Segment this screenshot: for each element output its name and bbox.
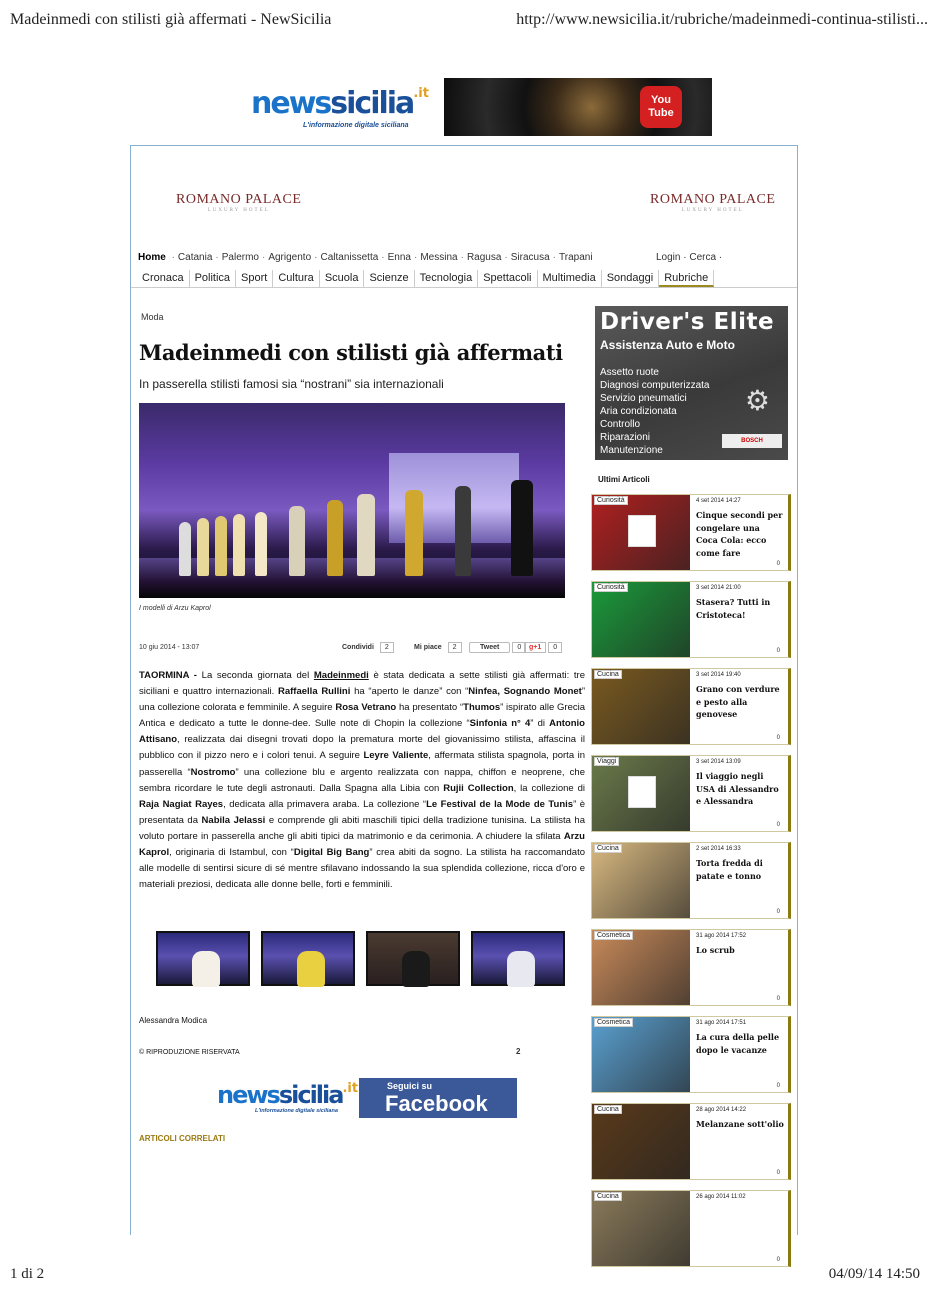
latest-article-card[interactable] <box>591 1016 791 1093</box>
pagination-next[interactable]: 2 <box>516 1047 521 1056</box>
latest-article-card[interactable] <box>591 668 791 745</box>
body-text-run: , la collezione di <box>513 782 585 794</box>
latest-article-card[interactable] <box>591 494 791 571</box>
like-button[interactable]: Mi piace 2 <box>414 640 462 654</box>
body-text-run: ” crea abiti da sogno. La stilista ha raccomandato alle modelle di sentirsi sicure di sé mentre sfilavano indossando la sua splendida collezione, ricca d'oro e materiali preziosi, dedicata alle donne belle, forti e femminili. <box>139 847 585 891</box>
nav-separator: · <box>261 252 266 263</box>
article-category-badge[interactable]: Viaggi <box>594 757 619 766</box>
ad-service-item: Aria condizionata <box>600 406 677 417</box>
tab-sport[interactable]: Sport <box>236 270 273 287</box>
body-text-run: , dedicata alla primavera araba. La collezione “ <box>223 798 427 810</box>
body-emphasis: Ninfea, Sognando Monet <box>468 686 582 698</box>
romano-palace-ad-right[interactable]: ROMANO PALACE LUXURY HOTEL <box>650 192 776 213</box>
gallery-thumb-2[interactable] <box>261 931 355 986</box>
gplus-button[interactable]: g+1 0 <box>524 640 562 654</box>
nav-separator: · <box>504 252 508 263</box>
comment-count: 0 <box>776 822 780 828</box>
article-date: 3 set 2014 19:40 <box>696 672 741 678</box>
article-category-badge[interactable]: Cucina <box>594 670 622 679</box>
article-title-link[interactable]: La cura della pelle dopo le vacanze <box>696 1032 780 1055</box>
article-thumbnail <box>592 756 690 831</box>
article-subtitle: In passerella stilisti famosi sia “nostrani” sia internazionali <box>139 377 444 391</box>
body-emphasis: Nostromo <box>190 766 236 778</box>
nav-separator: · <box>381 252 385 263</box>
article-title-link[interactable]: Grano con verdure e pesto alla genovese <box>696 684 780 719</box>
article-category-badge[interactable]: Cosmetica <box>594 1018 633 1027</box>
comment-count: 0 <box>776 1257 780 1263</box>
article-category-badge[interactable]: Cucina <box>594 844 622 853</box>
comment-count: 0 <box>776 561 780 567</box>
body-text-run: , originaria di Istambul, con “ <box>169 847 294 859</box>
gallery-thumb-1[interactable] <box>156 931 250 986</box>
body-text-run: La seconda giornata del <box>201 670 314 681</box>
comment-count: 0 <box>776 1083 780 1089</box>
article-title-link[interactable]: Melanzane sott'olio <box>696 1119 784 1129</box>
romano-palace-ad-left[interactable]: ROMANO PALACE LUXURY HOTEL <box>176 192 302 213</box>
latest-article-card[interactable] <box>591 581 791 658</box>
article-title-link[interactable]: Cinque secondi per congelare una Coca Cola: ecco come fare <box>696 510 783 558</box>
event-link[interactable]: Madeinmedi <box>313 670 369 681</box>
section-label[interactable]: Moda <box>141 312 164 322</box>
body-text-run: ” di <box>530 718 550 730</box>
body-text-run: ” ispirato alle Grecia Antica e dedicato a tutte le donne-dee. Sulle note di Chopin la collezione “ <box>139 702 585 730</box>
nav-city-messina[interactable]: Messina <box>420 252 458 263</box>
body-text-run: ” è presentata da <box>139 798 586 826</box>
body-emphasis: Le Festival de la Mode de Tunis <box>426 798 574 810</box>
gear-icon: ⚙ <box>744 385 770 416</box>
body-emphasis: Thumos <box>463 702 501 714</box>
city-nav <box>138 252 787 263</box>
nav-city-caltanissetta[interactable]: Caltanissetta <box>320 252 379 263</box>
nav-city-siracusa[interactable]: Siracusa <box>510 252 550 263</box>
body-text-run: ” una collezione colorata e femminile. A seguire <box>139 686 585 714</box>
tab-rubriche[interactable]: Rubriche <box>659 270 714 287</box>
nav-separator: · <box>215 252 219 263</box>
article-title-link[interactable]: Il viaggio negli USA di Alessandro e Alessandra <box>696 771 779 806</box>
article-thumbnail <box>592 1017 690 1092</box>
body-text-run: è stata dedicata a sette stilisti già affermati: tre siciliani e quattro internazionali. <box>139 670 585 698</box>
nav-city-ragusa[interactable]: Ragusa <box>466 252 502 263</box>
body-emphasis: Raja Nagiat Rayes <box>139 798 224 810</box>
body-emphasis: Nabila Jelassi <box>201 814 266 826</box>
copyright-notice: © RIPRODUZIONE RISERVATA <box>139 1049 240 1056</box>
nav-separator: · <box>552 252 556 263</box>
ad-services-list <box>600 366 710 457</box>
article-thumbnail <box>592 1191 690 1266</box>
article-meta <box>139 640 563 656</box>
body-text-run: ha “aperto le danze” con “ <box>350 686 469 698</box>
article-date: 26 ago 2014 11:02 <box>696 1194 746 1200</box>
tab-cultura[interactable]: Cultura <box>273 270 319 287</box>
article-category-badge[interactable]: Cucina <box>594 1105 622 1114</box>
image-placeholder <box>628 515 656 547</box>
article-thumbnail <box>592 1104 690 1179</box>
tab-sondaggi[interactable]: Sondaggi <box>602 270 660 287</box>
body-text-run: , realizzata dai disegni trovati dopo la prematura morte del giovanissimo stilista, affascina il pubblico con il pizzo nero e i colori tenui. A seguire <box>139 734 585 762</box>
article-hero-image <box>139 403 565 598</box>
youtube-icon[interactable]: You Tube <box>640 86 682 128</box>
tab-cronaca[interactable]: Cronaca <box>137 270 190 287</box>
body-text-run: ” una collezione blu e argento realizzata con nappa, chiffon e neoprene, che sembra ricordare le tute degli astronauti. Dalla Spagna alla Libia con <box>139 766 585 794</box>
article-thumbnail <box>592 669 690 744</box>
print-url: http://www.newsicilia.it/rubriche/madeinmedi-continua-stilisti... <box>516 11 928 28</box>
latest-article-card[interactable] <box>591 929 791 1006</box>
latest-article-card[interactable] <box>591 755 791 832</box>
article-title: Madeinmedi con stilisti già affermati <box>139 340 563 365</box>
newsicilia-youtube-banner[interactable] <box>248 78 712 136</box>
print-footer <box>10 1266 920 1286</box>
article-thumbnail <box>592 582 690 657</box>
nav-city-enna[interactable]: Enna <box>387 252 411 263</box>
article-author: Alessandra Modica <box>139 1016 208 1025</box>
tweet-button[interactable]: Tweet 0 <box>469 640 526 654</box>
article-date: 2 set 2014 16:33 <box>696 846 741 852</box>
print-datetime: 04/09/14 14:50 <box>828 1266 920 1282</box>
body-emphasis: TAORMINA - <box>139 670 202 681</box>
latest-article-card[interactable] <box>591 1190 791 1267</box>
body-text-run: ha presentato “ <box>396 702 464 714</box>
ad-service-item: Controllo <box>600 419 641 430</box>
nav-home-link[interactable]: Home <box>138 252 166 263</box>
body-emphasis: Sinfonia n° 4 <box>469 718 531 730</box>
article-thumbnail <box>592 495 690 570</box>
article-date: 3 set 2014 13:09 <box>696 759 741 765</box>
nav-separator: · <box>414 252 418 263</box>
print-header <box>10 11 928 31</box>
comment-count: 0 <box>776 909 780 915</box>
category-nav <box>131 270 797 288</box>
article-category-badge[interactable]: Cucina <box>594 1192 622 1201</box>
body-emphasis: Digital Big Bang <box>293 847 370 859</box>
gallery-thumb-3[interactable] <box>366 931 460 986</box>
facebook-banner[interactable] <box>217 1078 517 1118</box>
tab-multimedia[interactable]: Multimedia <box>538 270 602 287</box>
drivers-elite-ad[interactable]: Driver's Elite Assistenza Auto e Moto Assetto ruote Diagnosi computerizzata Servizio pneumatici Aria condizionata Controllo Riparazioni Manutenzione ⚙ BOSCH <box>595 306 788 460</box>
image-placeholder <box>628 776 656 808</box>
tab-scienze[interactable]: Scienze <box>364 270 414 287</box>
article-body <box>139 668 585 893</box>
facebook-follow[interactable]: Seguici su Facebook <box>359 1078 517 1118</box>
article-category-badge[interactable]: Curiosità <box>594 496 628 505</box>
article-thumbnail <box>592 930 690 1005</box>
brand-logo: BOSCH <box>722 434 782 448</box>
body-emphasis: Antonio Attisano <box>139 718 585 746</box>
article-thumbnail <box>592 843 690 918</box>
nav-city-palermo[interactable]: Palermo <box>221 252 259 263</box>
nav-separator: · <box>171 252 175 263</box>
article-date: 28 ago 2014 14:22 <box>696 1107 747 1113</box>
body-emphasis: Arzu Kaprol <box>139 830 585 859</box>
comment-count: 0 <box>776 735 780 741</box>
article-title-link[interactable]: Stasera? Tutti in Cristoteca! <box>696 597 771 620</box>
page-frame <box>130 145 798 1263</box>
article-date: 10 giu 2014 - 13:07 <box>139 644 200 651</box>
body-emphasis: Rosa Vetrano <box>335 702 397 714</box>
body-emphasis: Leyre Valiente <box>363 750 429 762</box>
latest-article-card[interactable] <box>591 842 791 919</box>
print-page-number: 1 di 2 <box>10 1266 45 1282</box>
ad-service-item: Diagnosi computerizzata <box>600 380 710 391</box>
gallery-thumbnails <box>156 931 566 986</box>
tab-scuola[interactable]: Scuola <box>320 270 365 287</box>
nav-separator: · <box>314 252 318 263</box>
body-emphasis: Rujii Collection <box>443 782 514 794</box>
gallery-thumb-4[interactable] <box>471 931 565 986</box>
print-page-title: Madeinmedi con stilisti già affermati - NewSicilia <box>10 11 332 28</box>
nav-city-trapani[interactable]: Trapani <box>559 252 593 263</box>
tab-spettacoli[interactable]: Spettacoli <box>478 270 537 287</box>
related-articles-heading: ARTICOLI CORRELATI <box>139 1134 226 1143</box>
body-text-run: , affermata stilista spagnola, porta in passerella “ <box>139 750 585 778</box>
article-date: 3 set 2014 21:00 <box>696 585 741 591</box>
article-title-link[interactable]: Torta fredda di patate e tonno <box>696 858 763 881</box>
body-text-run: e comprende gli abiti maschili tipici della tradizione tunisina. La stilista ha voluto portare in passerella anche gli abiti tipici da matrimonio e da cerimonia. A chiudere la sfilata <box>139 814 585 842</box>
newsicilia-logo: newssicilia$^{.it}$ L'informazione digitale siciliana <box>248 78 444 136</box>
share-button[interactable]: Condividi 2 <box>342 640 394 654</box>
ad-service-item: Assetto ruote <box>600 367 659 378</box>
tab-tecnologia[interactable]: Tecnologia <box>415 270 479 287</box>
comment-count: 0 <box>776 648 780 654</box>
article-date: 4 set 2014 14:27 <box>696 498 741 504</box>
ad-service-item: Servizio pneumatici <box>600 393 687 404</box>
article-date: 31 ago 2014 17:52 <box>696 933 747 939</box>
article-title-link[interactable]: Lo scrub <box>696 945 735 955</box>
newsicilia-tagline: L'informazione digitale siciliana <box>303 122 409 129</box>
login-search-links[interactable]: Login · Cerca · <box>656 252 723 263</box>
article-category-badge[interactable]: Cosmetica <box>594 931 633 940</box>
nav-separator: · <box>460 252 464 263</box>
nav-city-catania[interactable]: Catania <box>177 252 213 263</box>
ad-service-item: Riparazioni <box>600 432 651 443</box>
youtube-lens-image <box>444 78 712 136</box>
ad-service-item: Manutenzione <box>600 445 663 456</box>
facebook-wordmark: Facebook <box>385 1091 488 1116</box>
latest-articles-heading: Ultimi Articoli <box>598 475 650 484</box>
latest-article-card[interactable] <box>591 1103 791 1180</box>
comment-count: 0 <box>776 996 780 1002</box>
article-date: 31 ago 2014 17:51 <box>696 1020 747 1026</box>
article-category-badge[interactable]: Curiosità <box>594 583 628 592</box>
tab-politica[interactable]: Politica <box>190 270 236 287</box>
image-caption: I modelli di Arzu Kaprol <box>139 605 211 612</box>
nav-city-agrigento[interactable]: Agrigento <box>268 252 312 263</box>
comment-count: 0 <box>776 1170 780 1176</box>
newsicilia-logo-small: newssicilia$^{.it}$ L'informazione digitale siciliana <box>217 1081 359 1114</box>
body-emphasis: Raffaella Rullini <box>278 686 351 698</box>
